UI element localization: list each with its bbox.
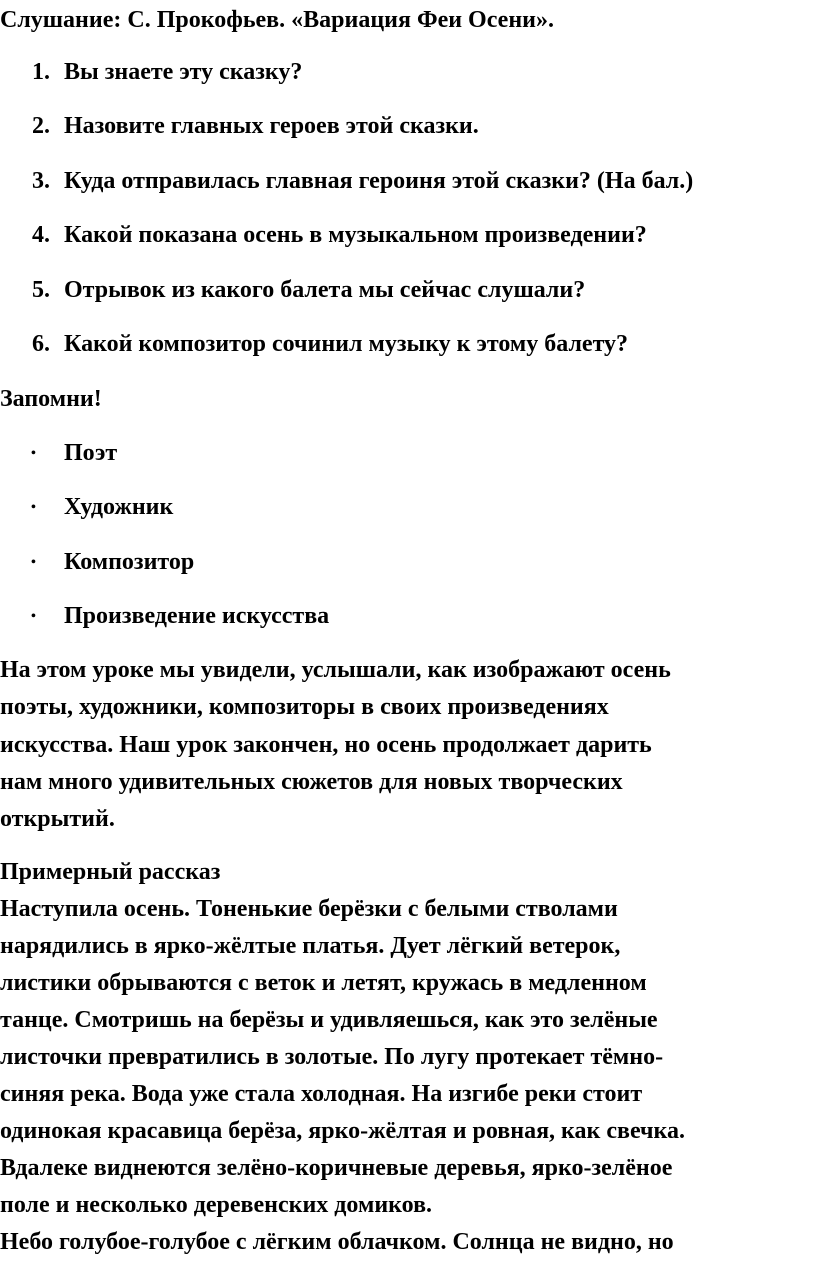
paragraph-line: искусства. Наш урок закончен, но осень продолжает дарить [0,732,652,758]
section-heading-story: Примерный рассказ [0,859,221,885]
list-item-text: Куда отправилась главная героиня этой сказки? (На бал.) [64,168,694,194]
paragraph-line: танце. Смотришь на берёзы и удивляешься, как это зелёные [0,1007,658,1033]
paragraph-line: открытий. [0,806,115,832]
list-item-number: 3. [32,168,50,194]
paragraph-line: На этом уроке мы увидели, услышали, как изображают осень [0,657,671,683]
paragraph-line: Наступила осень. Тоненькие берёзки с белыми стволами [0,896,618,922]
list-item-text: Поэт [64,440,118,466]
bullet-icon: • [31,555,36,570]
list-item-text: Какой композитор сочинил музыку к этому балету? [64,331,629,357]
paragraph-line: листики обрываются с веток и летят, кружась в медленном [0,970,647,996]
paragraph-line: Небо голубое-голубое с лёгким облачком. Солнца не видно, но [0,1229,674,1255]
paragraph-line: поэты, художники, композиторы в своих произведениях [0,694,609,720]
list-item-number: 5. [32,277,50,303]
paragraph-line: Вдалеке виднеются зелёно-коричневые деревья, ярко-зелёное [0,1155,673,1181]
list-item-text: Какой показана осень в музыкальном произведении? [64,222,647,248]
list-item-text: Назовите главных героев этой сказки. [64,113,479,139]
list-item-text: Отрывок из какого балета мы сейчас слушали? [64,277,586,303]
bullet-icon: • [31,609,36,624]
paragraph-line: нарядились в ярко-жёлтые платья. Дует лёгкий ветерок, [0,933,621,959]
list-item-number: 2. [32,113,50,139]
bullet-icon: • [31,446,36,461]
list-item-number: 1. [32,59,50,85]
bullet-icon: • [31,500,36,515]
section-heading-remember: Запомни! [0,386,102,412]
list-item-text: Вы знаете эту сказку? [64,59,303,85]
paragraph-line: синяя река. Вода уже стала холодная. На изгибе реки стоит [0,1081,643,1107]
list-item-text: Художник [64,494,174,520]
paragraph-line: поле и несколько деревенских домиков. [0,1192,433,1218]
list-item-number: 4. [32,222,50,248]
list-item-number: 6. [32,331,50,357]
paragraph-line: листочки превратились в золотые. По лугу протекает тёмно- [0,1044,664,1070]
page-title: Слушание: С. Прокофьев. «Вариация Феи Осени». [0,7,554,33]
list-item-text: Произведение искусства [64,603,330,629]
paragraph-line: одинокая красавица берёза, ярко-жёлтая и ровная, как свечка. [0,1118,686,1144]
paragraph-line: нам много удивительных сюжетов для новых творческих [0,769,623,795]
list-item-text: Композитор [64,549,195,575]
